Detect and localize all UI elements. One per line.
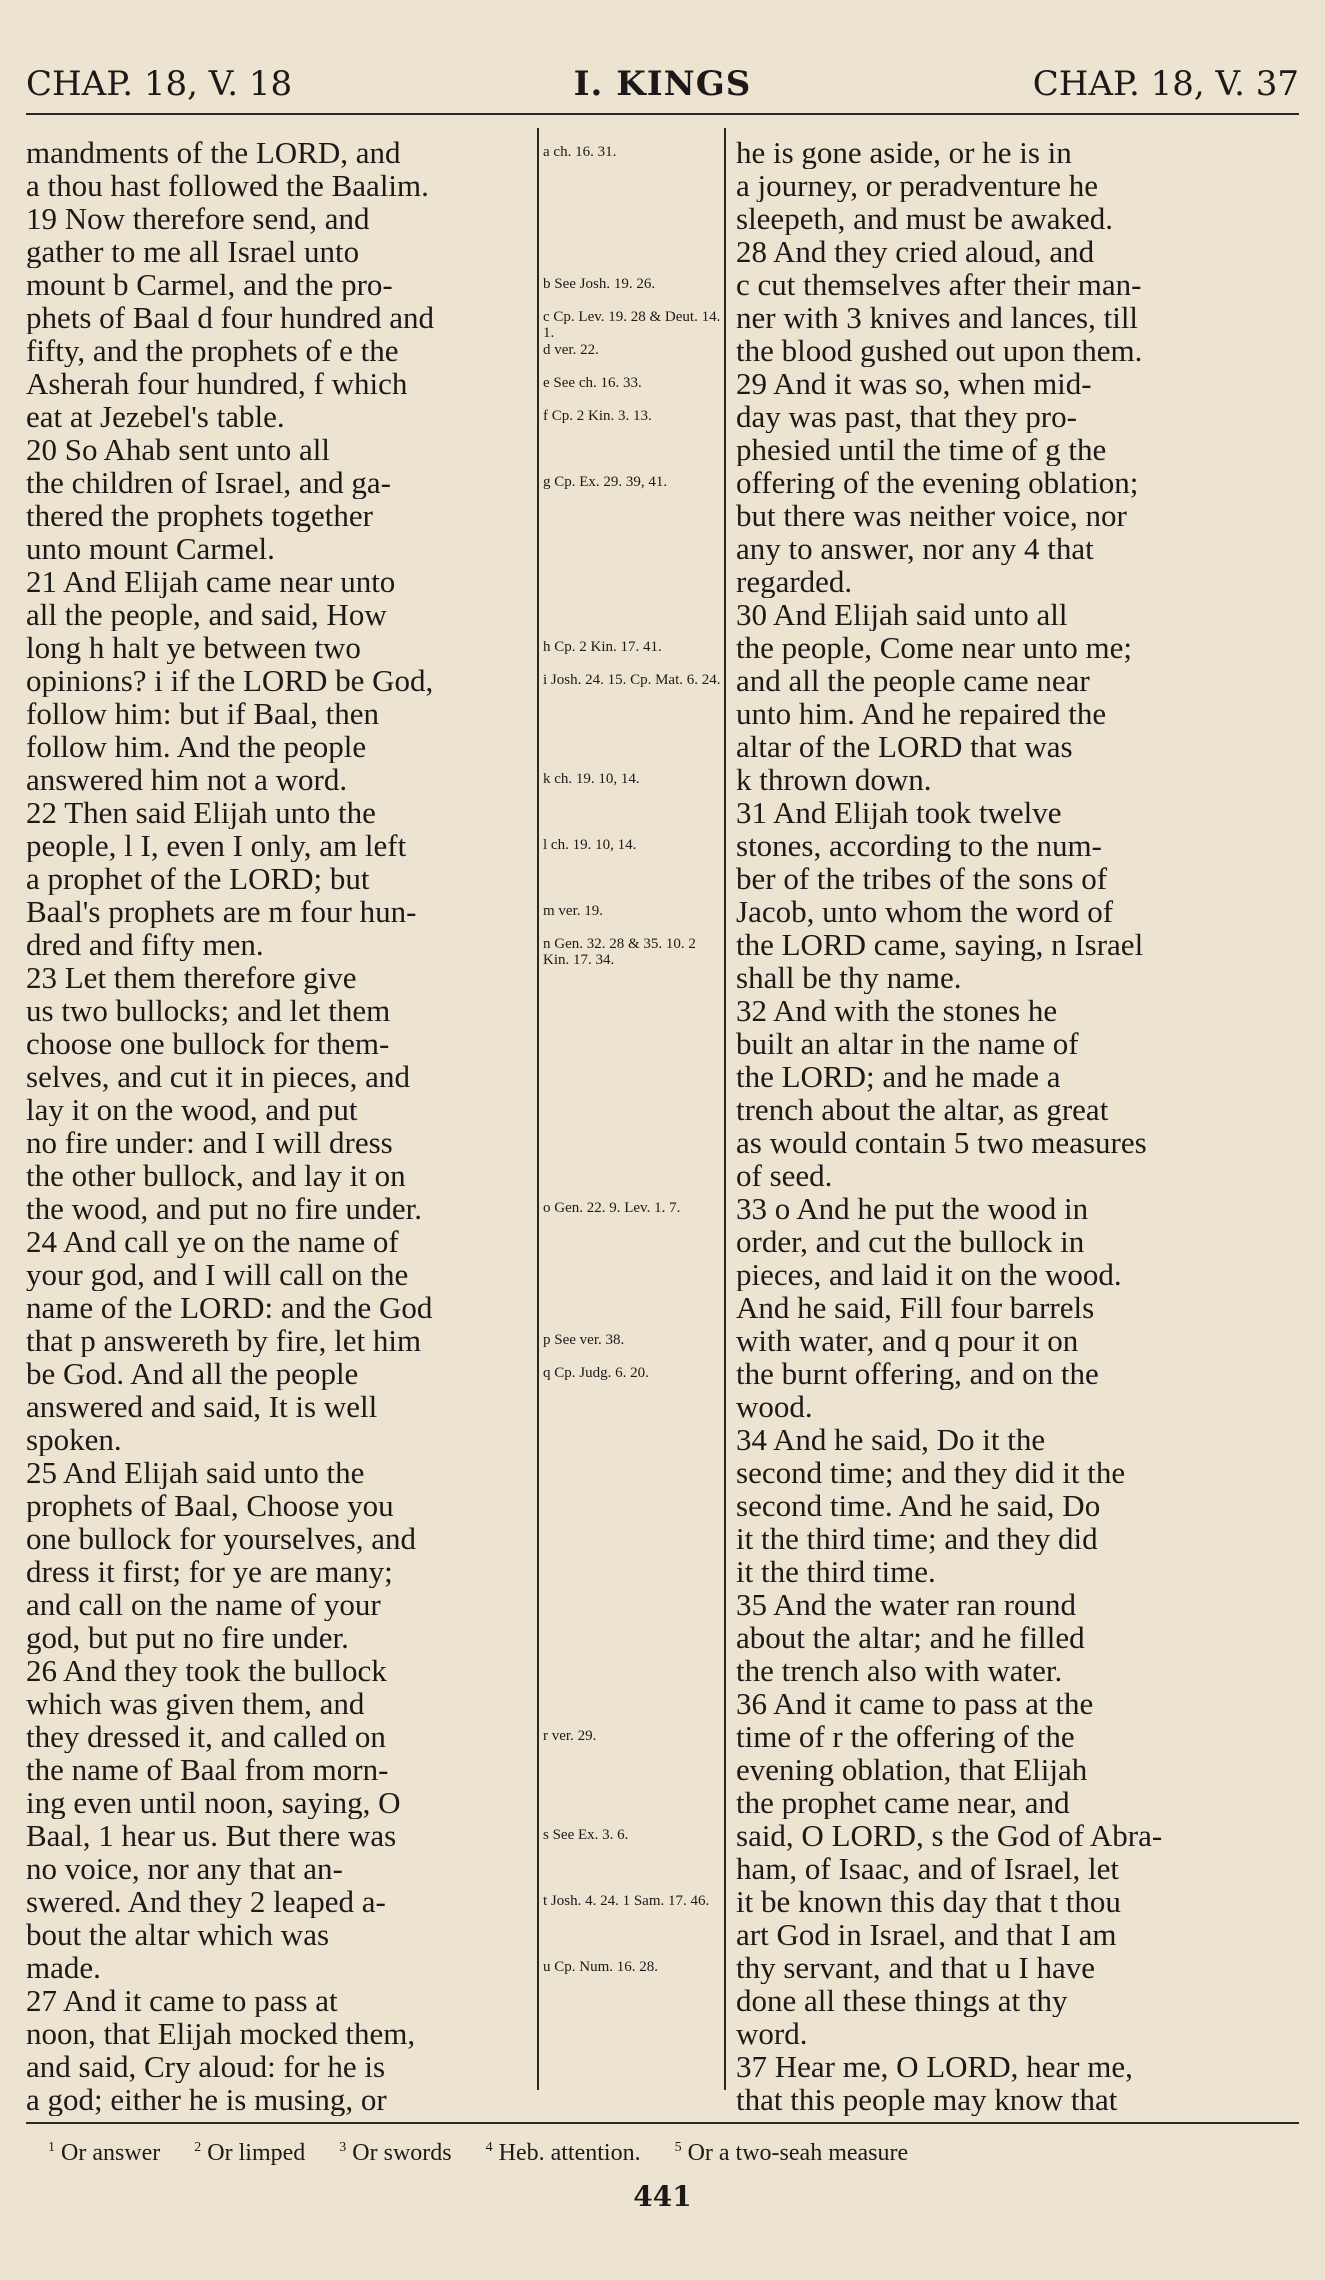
- cross-reference: e See ch. 16. 33.: [543, 375, 642, 391]
- verse-line: 37 Hear me, O LORD, hear me,: [736, 2050, 1133, 2083]
- verse-line: the burnt offering, and on the: [736, 1357, 1099, 1390]
- footnote-text: Heb. attention.: [492, 2140, 641, 2166]
- header-right: CHAP. 18, V. 37: [1032, 64, 1299, 104]
- footnote: [675, 2140, 909, 2167]
- verse-line: long h halt ye between two: [26, 631, 361, 664]
- verse-line: a thou hast followed the Baalim.: [26, 169, 429, 202]
- cross-reference: t Josh. 4. 24. 1 Sam. 17. 46.: [543, 1893, 710, 1909]
- footnote-text: Or answer: [55, 2140, 161, 2166]
- footnote-text: Or a two-seah measure: [681, 2140, 909, 2166]
- cross-reference: h Cp. 2 Kin. 17. 41.: [543, 639, 662, 655]
- footnote-number: 4: [485, 2140, 493, 2155]
- verse-line: 23 Let them therefore give: [26, 961, 357, 994]
- verse-line: 26 And they took the bullock: [26, 1654, 387, 1687]
- footnote-number: 5: [674, 2140, 682, 2155]
- verse-line: and call on the name of your: [26, 1588, 381, 1621]
- verse-line: fifty, and the prophets of e the: [26, 334, 399, 367]
- verse-line: evening oblation, that Elijah: [736, 1753, 1088, 1786]
- verse-line: 19 Now therefore send, and: [26, 202, 370, 235]
- footnote-number: 1: [48, 2140, 55, 2155]
- verse-line: art God in Israel, and that I am: [736, 1918, 1117, 1951]
- verse-line: unto him. And he repaired the: [736, 697, 1107, 730]
- verse-line: said, O LORD, s the God of Abra-: [736, 1819, 1163, 1852]
- verse-line: that this people may know that: [736, 2083, 1118, 2116]
- verse-line: it be known this day that t thou: [736, 1885, 1121, 1918]
- verse-line: phets of Baal d four hundred and: [26, 301, 435, 334]
- page-number: 441: [633, 2180, 692, 2213]
- column-divider-left: [537, 128, 539, 2090]
- cross-reference: s See Ex. 3. 6.: [543, 1827, 629, 1843]
- verse-line: answered him not a word.: [26, 763, 348, 796]
- verse-line: regarded.: [736, 565, 853, 598]
- cross-reference: p See ver. 38.: [543, 1332, 625, 1348]
- footnote-number: 2: [194, 2140, 202, 2155]
- verse-line: made.: [26, 1951, 101, 1984]
- verse-line: noon, that Elijah mocked them,: [26, 2017, 416, 2050]
- cross-reference: a ch. 16. 31.: [543, 144, 617, 160]
- verse-line: but there was neither voice, nor: [736, 499, 1127, 532]
- verse-line: pieces, and laid it on the wood.: [736, 1258, 1122, 1291]
- verse-line: any to answer, nor any 4 that: [736, 532, 1094, 565]
- footnote-number: 3: [339, 2140, 347, 2155]
- cross-reference: g Cp. Ex. 29. 39, 41.: [543, 474, 668, 490]
- verse-line: day was past, that they pro-: [736, 400, 1077, 433]
- verse-line: stones, according to the num-: [736, 829, 1102, 862]
- verse-line: Asherah four hundred, f which: [26, 367, 408, 400]
- verse-line: 29 And it was so, when mid-: [736, 367, 1092, 400]
- verse-line: about the altar; and he filled: [736, 1621, 1085, 1654]
- verse-line: answered and said, It is well: [26, 1390, 378, 1423]
- verse-line: he is gone aside, or he is in: [736, 136, 1072, 169]
- header-rule: [26, 113, 1299, 115]
- verse-line: the prophet came near, and: [736, 1786, 1070, 1819]
- verse-line: 22 Then said Elijah unto the: [26, 796, 376, 829]
- cross-reference: l ch. 19. 10, 14.: [543, 837, 637, 853]
- verse-line: the wood, and put no fire under.: [26, 1192, 423, 1225]
- verse-line: thered the prophets together: [26, 499, 373, 532]
- verse-line: bout the altar which was: [26, 1918, 330, 1951]
- verse-line: a god; either he is musing, or: [26, 2083, 387, 2116]
- footnote-text: Or swords: [346, 2140, 452, 2166]
- verse-line: the name of Baal from morn-: [26, 1753, 389, 1786]
- verse-line: all the people, and said, How: [26, 598, 387, 631]
- verse-line: the trench also with water.: [736, 1654, 1063, 1687]
- verse-line: swered. And they 2 leaped a-: [26, 1885, 386, 1918]
- verse-line: mandments of the LORD, and: [26, 136, 401, 169]
- cross-reference: o Gen. 22. 9. Lev. 1. 7.: [543, 1200, 681, 1216]
- verse-line: k thrown down.: [736, 763, 932, 796]
- footnote-text: Or limped: [201, 2140, 306, 2166]
- verse-line: they dressed it, and called on: [26, 1720, 386, 1753]
- verse-line: thy servant, and that u I have: [736, 1951, 1095, 1984]
- verse-line: which was given them, and: [26, 1687, 365, 1720]
- verse-line: your god, and I will call on the: [26, 1258, 409, 1291]
- verse-line: ner with 3 knives and lances, till: [736, 301, 1139, 334]
- verse-line: shall be thy name.: [736, 961, 962, 994]
- verse-line: time of r the offering of the: [736, 1720, 1075, 1753]
- verse-line: 20 So Ahab sent unto all: [26, 433, 330, 466]
- cross-reference: k ch. 19. 10, 14.: [543, 771, 640, 787]
- verse-line: 31 And Elijah took twelve: [736, 796, 1062, 829]
- verse-line: And he said, Fill four barrels: [736, 1291, 1095, 1324]
- verse-line: 27 And it came to pass at: [26, 1984, 338, 2017]
- verse-line: eat at Jezebel's table.: [26, 400, 285, 433]
- verse-line: lay it on the wood, and put: [26, 1093, 358, 1126]
- verse-line: the LORD came, saying, n Israel: [736, 928, 1144, 961]
- verse-line: 36 And it came to pass at the: [736, 1687, 1094, 1720]
- verse-line: Jacob, unto whom the word of: [736, 895, 1114, 928]
- verse-line: and all the people came near: [736, 664, 1090, 697]
- verse-line: it the third time; and they did: [736, 1522, 1098, 1555]
- footnote-rule: [26, 2122, 1299, 2124]
- footnotes: [48, 2140, 1278, 2167]
- verse-line: one bullock for yourselves, and: [26, 1522, 416, 1555]
- header-title: I. KINGS: [573, 64, 752, 104]
- cross-reference: r ver. 29.: [543, 1728, 597, 1744]
- column-divider-right: [724, 128, 726, 2090]
- verse-line: built an altar in the name of: [736, 1027, 1079, 1060]
- verse-line: Baal, 1 hear us. But there was: [26, 1819, 397, 1852]
- verse-line: ber of the tribes of the sons of: [736, 862, 1108, 895]
- verse-line: opinions? i if the LORD be God,: [26, 664, 434, 697]
- verse-line: wood.: [736, 1390, 813, 1423]
- verse-line: no fire under: and I will dress: [26, 1126, 393, 1159]
- verse-line: phesied until the time of g the: [736, 433, 1107, 466]
- footnote: [486, 2140, 641, 2167]
- verse-line: trench about the altar, as great: [736, 1093, 1109, 1126]
- footnote: [339, 2140, 451, 2167]
- verse-line: the blood gushed out upon them.: [736, 334, 1143, 367]
- verse-line: no voice, nor any that an-: [26, 1852, 343, 1885]
- left-text-column: [26, 136, 531, 2116]
- verse-line: 24 And call ye on the name of: [26, 1225, 399, 1258]
- running-header: [26, 64, 1299, 114]
- header-left: CHAP. 18, V. 18: [26, 64, 293, 104]
- verse-line: and said, Cry aloud: for he is: [26, 2050, 386, 2083]
- verse-line: that p answereth by fire, let him: [26, 1324, 422, 1357]
- verse-line: the other bullock, and lay it on: [26, 1159, 406, 1192]
- verse-line: Baal's prophets are m four hun-: [26, 895, 417, 928]
- verse-line: word.: [736, 2017, 808, 2050]
- verse-line: spoken.: [26, 1423, 122, 1456]
- verse-line: follow him. And the people: [26, 730, 367, 763]
- verse-line: of seed.: [736, 1159, 833, 1192]
- cross-reference: f Cp. 2 Kin. 3. 13.: [543, 408, 652, 424]
- verse-line: altar of the LORD that was: [736, 730, 1073, 763]
- verse-line: ing even until noon, saying, O: [26, 1786, 401, 1819]
- verse-line: dred and fifty men.: [26, 928, 264, 961]
- verse-line: dress it first; for ye are many;: [26, 1555, 393, 1588]
- verse-line: selves, and cut it in pieces, and: [26, 1060, 410, 1093]
- cross-reference: d ver. 22.: [543, 342, 599, 358]
- verse-line: 25 And Elijah said unto the: [26, 1456, 365, 1489]
- verse-line: choose one bullock for them-: [26, 1027, 390, 1060]
- verse-line: follow him: but if Baal, then: [26, 697, 380, 730]
- cross-reference: q Cp. Judg. 6. 20.: [543, 1365, 649, 1381]
- footnote: [194, 2140, 305, 2167]
- verse-line: us two bullocks; and let them: [26, 994, 391, 1027]
- verse-line: done all these things at thy: [736, 1984, 1068, 2017]
- verse-line: sleepeth, and must be awaked.: [736, 202, 1114, 235]
- verse-line: offering of the evening oblation;: [736, 466, 1139, 499]
- verse-line: 35 And the water ran round: [736, 1588, 1077, 1621]
- verse-line: god, but put no fire under.: [26, 1621, 349, 1654]
- verse-line: mount b Carmel, and the pro-: [26, 268, 393, 301]
- verse-line: c cut themselves after their man-: [736, 268, 1142, 301]
- verse-line: second time. And he said, Do: [736, 1489, 1101, 1522]
- verse-line: as would contain 5 two measures: [736, 1126, 1147, 1159]
- verse-line: a journey, or peradventure he: [736, 169, 1099, 202]
- verse-line: 33 o And he put the wood in: [736, 1192, 1089, 1225]
- footnote: [48, 2140, 160, 2167]
- verse-line: 30 And Elijah said unto all: [736, 598, 1068, 631]
- cross-reference: i Josh. 24. 15. Cp. Mat. 6. 24.: [543, 672, 721, 688]
- verse-line: it the third time.: [736, 1555, 936, 1588]
- verse-line: be God. And all the people: [26, 1357, 359, 1390]
- cross-reference: b See Josh. 19. 26.: [543, 276, 656, 292]
- verse-line: a prophet of the LORD; but: [26, 862, 370, 895]
- verse-line: prophets of Baal, Choose you: [26, 1489, 394, 1522]
- verse-line: ham, of Isaac, and of Israel, let: [736, 1852, 1120, 1885]
- verse-line: 28 And they cried aloud, and: [736, 235, 1095, 268]
- verse-line: second time; and they did it the: [736, 1456, 1126, 1489]
- verse-line: the LORD; and he made a: [736, 1060, 1061, 1093]
- verse-line: 32 And with the stones he: [736, 994, 1058, 1027]
- cross-reference: m ver. 19.: [543, 903, 603, 919]
- cross-reference: c Cp. Lev. 19. 28 & Deut. 14. 1.: [543, 309, 721, 341]
- cross-reference: u Cp. Num. 16. 28.: [543, 1959, 659, 1975]
- cross-reference: n Gen. 32. 28 & 35. 10. 2 Kin. 17. 34.: [543, 936, 696, 968]
- verse-line: the people, Come near unto me;: [736, 631, 1132, 664]
- verse-line: order, and cut the bullock in: [736, 1225, 1085, 1258]
- verse-line: 21 And Elijah came near unto: [26, 565, 396, 598]
- verse-line: with water, and q pour it on: [736, 1324, 1079, 1357]
- verse-line: people, l I, even I only, am left: [26, 829, 407, 862]
- verse-line: name of the LORD: and the God: [26, 1291, 433, 1324]
- verse-line: the children of Israel, and ga-: [26, 466, 391, 499]
- right-text-column: [736, 136, 1248, 2116]
- verse-line: gather to me all Israel unto: [26, 235, 360, 268]
- verse-line: unto mount Carmel.: [26, 532, 275, 565]
- verse-line: 34 And he said, Do it the: [736, 1423, 1046, 1456]
